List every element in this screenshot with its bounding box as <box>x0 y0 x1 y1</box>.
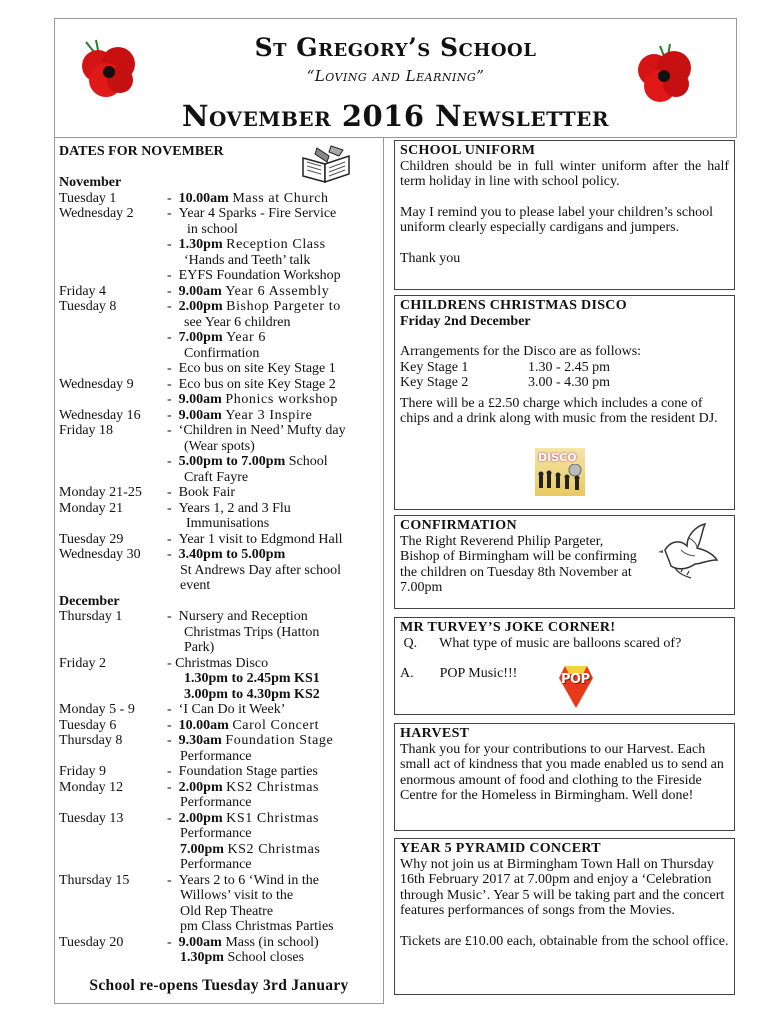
event-item-cont: event <box>180 578 211 593</box>
box-paragraph: Thank you <box>400 250 461 266</box>
event-item-cont: (Wear spots) <box>184 439 255 454</box>
box-paragraph: Tickets are £10.00 each, obtainable from the school office. <box>400 933 729 949</box>
event-item: - 1.30pm Reception Class <box>167 237 326 252</box>
poppy-icon-right <box>632 40 696 104</box>
box-paragraph: Arrangements for the Disco are as follows: <box>400 344 642 359</box>
ks2-time-row: Key Stage 2 3.00 - 4.30 pm <box>400 375 611 390</box>
box-heading: HARVEST <box>400 726 470 741</box>
school-uniform-box <box>394 140 735 290</box>
event-item: - Foundation Stage parties <box>167 764 318 779</box>
box-heading: CHILDRENS CHRISTMAS DISCO <box>400 298 627 313</box>
box-heading: MR TURVEY’S JOKE CORNER! <box>400 620 616 635</box>
event-item-cont: Willows’ visit to the <box>180 888 294 903</box>
event-item-cont: St Andrews Day after school <box>180 563 341 578</box>
box-paragraph: Why not join us at Birmingham Town Hall on Thursday 16th February 2017 at 7.00pm and enjoy a ‘Celebration through Music’. Year 5 will be taking part and the concert features performances of songs from the Movies. <box>400 856 725 918</box>
date-label: Friday 4 <box>59 284 107 299</box>
box-paragraph: Thank you for your contributions to our Harvest. Each small act of kindness that you made enabled us to send an enormous amount of food and clothing to the Fireside Centre for the Homeless in Birmingham. Well done! <box>400 741 724 803</box>
date-label: Wednesday 9 <box>59 377 134 392</box>
harvest-box <box>394 723 735 831</box>
school-motto: “Loving and Learning” <box>306 67 485 85</box>
date-label: Tuesday 20 <box>59 935 124 950</box>
joke-corner-box <box>394 617 735 715</box>
event-item: - Christmas Disco <box>167 656 269 671</box>
box-paragraph: Children should be in full winter uniform after the half term holiday in line with school policy. <box>400 158 729 189</box>
event-item-cont: Craft Fayre <box>184 470 249 485</box>
date-label: Friday 2 <box>59 656 107 671</box>
date-label: Thursday 8 <box>59 733 123 748</box>
event-item-cont: Park) <box>184 640 215 655</box>
date-label: Monday 12 <box>59 780 124 795</box>
school-reopens-notice: School re-opens Tuesday 3rd January <box>89 977 349 994</box>
date-label: Thursday 15 <box>59 873 130 888</box>
event-item: - 5.00pm to 7.00pm School <box>167 454 328 469</box>
event-item: - ‘I Can Do it Week’ <box>167 702 286 717</box>
open-book-icon <box>299 144 353 184</box>
event-item-cont: Confirmation <box>184 346 260 361</box>
event-item-cont: Performance <box>180 826 252 841</box>
box-paragraph: May I remind you to please label your children’s school uniform clearly especially cardigans and jumpers. <box>400 204 713 235</box>
date-label: Friday 18 <box>59 423 114 438</box>
event-item: - 9.00am Mass (in school) <box>167 935 319 950</box>
event-item: - 3.40pm to 5.00pm <box>167 547 286 562</box>
date-label: Monday 5 - 9 <box>59 702 135 717</box>
event-item: - 9.00am Year 3 Inspire <box>167 408 313 423</box>
event-item-cont: Performance <box>180 795 252 810</box>
pop-balloon-label: POP <box>561 672 590 687</box>
event-item-cont: Old Rep Theatre <box>180 904 274 919</box>
pyramid-concert-box <box>394 838 735 995</box>
date-label: Monday 21 <box>59 501 124 516</box>
event-item: - Book Fair <box>167 485 236 500</box>
event-item-cont: 7.00pm KS2 Christmas <box>180 842 321 857</box>
event-item-cont: 1.30pm School closes <box>180 950 305 965</box>
ks1-time-row: Key Stage 1 1.30 - 2.45 pm <box>400 359 611 375</box>
event-item-cont: 3.00pm to 4.30pm KS2 <box>184 687 320 702</box>
date-label: Thursday 1 <box>59 609 123 624</box>
event-item: - EYFS Foundation Workshop <box>167 268 341 283</box>
date-label: Tuesday 1 <box>59 191 117 206</box>
date-label: Wednesday 16 <box>59 408 141 423</box>
event-item-cont: Immunisations <box>186 516 270 531</box>
event-item-cont: in school <box>187 222 238 237</box>
date-label: Tuesday 13 <box>59 811 124 826</box>
event-item-cont: pm Class Christmas Parties <box>180 919 334 934</box>
dove-icon <box>657 520 723 582</box>
event-item: - 9.00am Phonics workshop <box>167 392 339 407</box>
confirmation-box <box>394 515 735 609</box>
box-heading: YEAR 5 PYRAMID CONCERT <box>400 841 601 856</box>
event-item: - 10.00am Mass at Church <box>167 191 329 206</box>
event-item: - 2.00pm KS2 Christmas <box>167 780 320 795</box>
joke-question: Q. What type of music are balloons scared of? <box>403 635 682 651</box>
event-item: - Years 2 to 6 ‘Wind in the <box>167 873 320 888</box>
event-item: - 7.00pm Year 6 <box>167 330 267 345</box>
date-label: Monday 21-25 <box>59 485 142 500</box>
school-name: St Gregory’s School <box>254 33 537 62</box>
christmas-disco-box <box>394 295 735 510</box>
disco-date: Friday 2nd December <box>400 313 531 329</box>
dates-heading: DATES FOR NOVEMBER <box>59 144 224 159</box>
event-item: - 2.00pm Bishop Pargeter to <box>167 299 341 314</box>
date-label: Wednesday 2 <box>59 206 134 221</box>
event-item-cont: ‘Hands and Teeth’ talk <box>184 253 311 268</box>
event-item: - Nursery and Reception <box>167 609 308 624</box>
box-heading: CONFIRMATION <box>400 518 517 533</box>
event-item: - Eco bus on site Key Stage 2 <box>167 377 336 392</box>
event-item: - Eco bus on site Key Stage 1 <box>167 361 336 376</box>
event-item: - 9.00am Year 6 Assembly <box>167 284 330 299</box>
event-item-cont: Performance <box>180 749 252 764</box>
newsletter-title: November 2016 Newsletter <box>181 99 610 133</box>
event-item: - Year 4 Sparks - Fire Service <box>167 206 337 221</box>
event-item: - 2.00pm KS1 Christmas <box>167 811 320 826</box>
event-item: - 10.00am Carol Concert <box>167 718 320 733</box>
event-item-cont: Performance <box>180 857 252 872</box>
event-item: - ‘Children in Need’ Mufty day <box>167 423 346 438</box>
poppy-icon-left <box>76 36 140 100</box>
event-item: - 9.30am Foundation Stage <box>167 733 334 748</box>
date-label: Wednesday 30 <box>59 547 141 562</box>
event-item-cont: 1.30pm to 2.45pm KS1 <box>184 671 320 686</box>
box-paragraph: The Right Reverend Philip Pargeter, Bishop of Birmingham will be confirming the children on Tuesday 8th November at 7.00pm <box>400 533 637 595</box>
date-label: Tuesday 6 <box>59 718 117 733</box>
month-label-november: November <box>59 175 122 190</box>
event-item: - Year 1 visit to Edgmond Hall <box>167 532 343 547</box>
date-label: Tuesday 29 <box>59 532 124 547</box>
event-item-cont: see Year 6 children <box>184 315 291 330</box>
joke-answer: A. POP Music!!! <box>400 666 518 681</box>
date-label: Friday 9 <box>59 764 107 779</box>
dates-column <box>54 137 384 1004</box>
box-heading: SCHOOL UNIFORM <box>400 143 536 158</box>
event-item-cont: Christmas Trips (Hatton <box>184 625 320 640</box>
event-item: - Years 1, 2 and 3 Flu <box>167 501 291 516</box>
disco-dancers-image: DISCO <box>535 448 585 496</box>
month-label-december: December <box>59 594 120 609</box>
date-label: Tuesday 8 <box>59 299 117 314</box>
box-paragraph: There will be a £2.50 charge which includes a cone of chips and a drink along with music from the resident DJ. <box>400 395 718 426</box>
